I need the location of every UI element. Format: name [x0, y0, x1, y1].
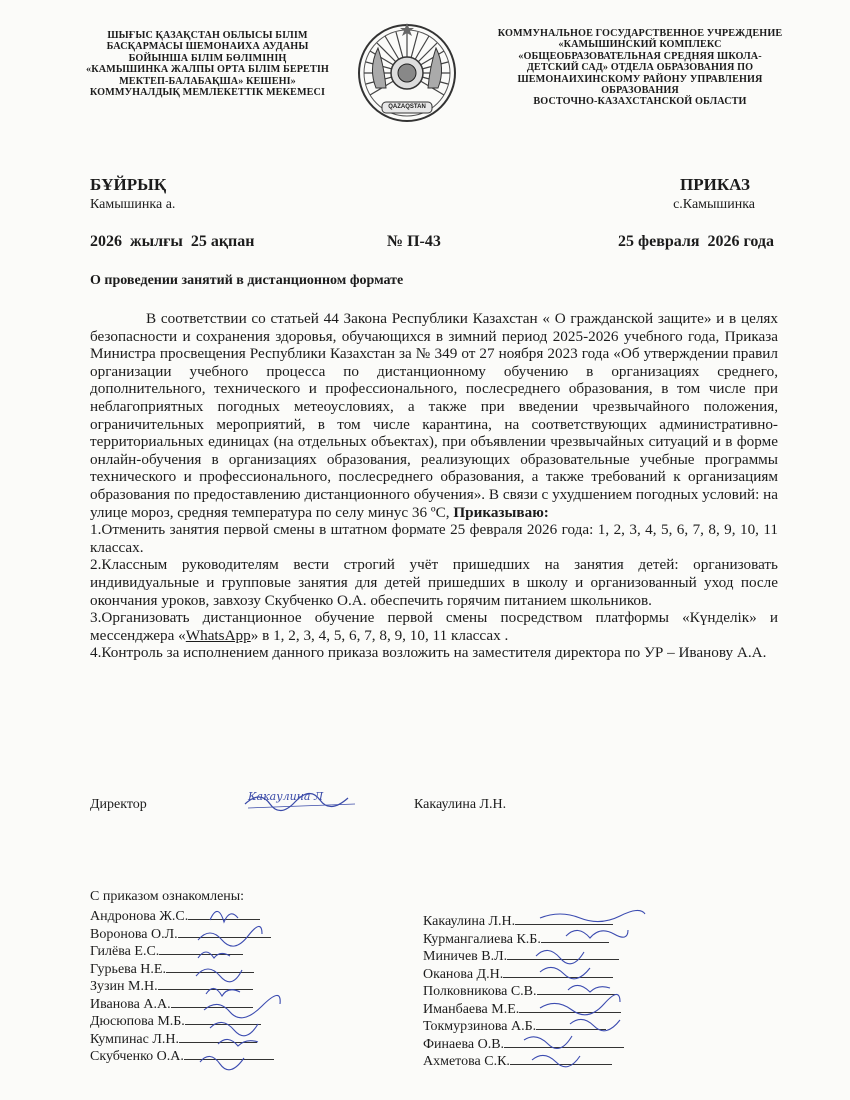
order-item-3 [90, 609, 778, 644]
director-signature [240, 786, 360, 816]
place-kz: Камышинка а. [90, 197, 176, 212]
ack-row [423, 1000, 653, 1018]
ack-heading: С приказом ознакомлены: [90, 889, 245, 904]
ack-row [90, 995, 330, 1013]
sign-line [158, 977, 253, 990]
ack-row [423, 1035, 653, 1053]
ack-name: Полковникова С.В. [423, 984, 537, 999]
ack-row [90, 1030, 330, 1048]
sign-line [519, 1000, 621, 1013]
item3-text-b: » в 1, 2, 3, 4, 5, 6, 7, 8, 9, 10, 11 классах . [250, 626, 509, 644]
ack-row [90, 960, 330, 978]
sign-line [171, 995, 253, 1008]
header-right-line: ДЕТСКИЙ САД» ОТДЕЛА ОБРАЗОВАНИЯ ПО [526, 62, 754, 74]
sign-line [503, 965, 613, 978]
sign-line [510, 1052, 612, 1065]
date-ru: 25 февраля 2026 года [618, 233, 774, 250]
sign-line [536, 1017, 606, 1030]
ack-row [423, 1017, 653, 1035]
order-item-4: 4.Контроль за исполнением данного приказа возложить на заместителя директора по УР – Иванову А.А. [90, 644, 767, 662]
ack-name: Иванова А.А. [90, 996, 171, 1012]
header-left-line: БАСҚАРМАСЫ ШЕМОНАИХА АУДАНЫ [106, 41, 309, 53]
ack-row [90, 942, 330, 960]
ack-right-column [423, 912, 653, 1070]
ack-name: Ахметова С.К. [423, 1054, 510, 1069]
director-signature-text: Какаулина Л [248, 790, 324, 803]
header-right-line: ШЕМОНАИХИНСКОМУ РАЙОНУ УПРАВЛЕНИЯ [517, 73, 763, 85]
ack-row [423, 947, 653, 965]
state-emblem [356, 18, 458, 128]
preamble-text: В соответствии со статьей 44 Закона Республики Казахстан « О гражданской защите» и в целях безопасности и сохранения здоровья, обучающихся в зимний период 2025-2026 учебного года, Приказа Министра просвещения Республики Казахстан за № 349 от 27 ноября 2023 года «Об утверждении правил организации учебного процесса по дистанционному обучению в организациях среднего, дополнительного, технического и профессионального, послесреднего образования, в том числе при неблагоприятных погодных метеоусловиях, а также при введении чрезвычайного положения, ограничительных мероприятий, в том числе карантина, на соответствующих административно-территориальных единицах (на отдельных объектах), при объявлении чрезвычайных ситуаций и в форме онлайн-обучения в организациях образования, реализующих образовательные учебные программы технического и профессионального, послесреднего образования, а также требований к организациям образования по предоставлению дистанционного обучения». В связи с ухудшением погодных условий: на улице мороз, средняя температура по селу минус 36 ºС, [90, 310, 778, 521]
header-right-line: «КАМЫШИНСКИЙ КОМПЛЕКС [558, 39, 722, 51]
ack-name: Миничев В.Л. [423, 949, 508, 964]
header-left-line: БОЙЫНША БІЛІМ БӨЛІМІНІҢ [128, 52, 287, 64]
ack-name: Курмангалиева К.Б. [423, 931, 541, 947]
sign-line [515, 912, 613, 925]
sign-line [541, 930, 609, 943]
header-right-line: КОММУНАЛЬНОЕ ГОСУДАРСТВЕННОЕ УЧРЕЖДЕНИЕ [497, 28, 783, 39]
director-role: Директор [90, 797, 147, 812]
sign-line [507, 947, 619, 960]
ack-row [423, 982, 653, 1000]
preamble-paragraph [90, 310, 778, 521]
place-ru: с.Камышинка [673, 197, 755, 212]
order-title-ru: ПРИКАЗ [680, 175, 750, 194]
order-title-kz: БҰЙРЫҚ [90, 175, 167, 194]
header-right-block [470, 28, 810, 108]
sign-line [188, 907, 260, 920]
order-item-1: 1.Отменить занятия первой смены в штатном формате 25 февраля 2026 года: 1, 2, 3, 4, 5, 6, 7, 8, 9, 10, 11 классах. [90, 521, 778, 556]
ack-name: Гурьева Н.Е. [90, 961, 166, 977]
ack-row [90, 1047, 330, 1065]
ack-name: Зузин М.Н. [90, 979, 158, 994]
ack-row [90, 925, 330, 943]
whatsapp-link[interactable]: WhatsApp [185, 626, 251, 644]
sign-line [504, 1035, 624, 1048]
sign-line [537, 982, 617, 995]
ack-name: Какаулина Л.Н. [423, 914, 516, 929]
ack-name: Токмурзинова А.Б. [423, 1019, 537, 1034]
sign-line [185, 1012, 261, 1025]
ack-row [90, 977, 330, 995]
header-right-line: «ОБЩЕОБРАЗОВАТЕЛЬНАЯ СРЕДНЯЯ ШКОЛА- [518, 50, 762, 62]
director-name: Какаулина Л.Н. [414, 797, 507, 812]
item3-text-a: 3.Организовать дистанционное обучение первой смены посредством платформы «Күнделік» и мессенджера « [90, 609, 778, 644]
sign-line [178, 925, 271, 938]
order-item-2: 2.Классным руководителям вести строгий учёт пришедших на занятия детей: организовать индивидуальные и групповые занятия для детей пришедших в школу и организованный уход после окончания уроков, завхозу Скубченко О.А. обеспечить горячим питанием школьников. [90, 556, 778, 609]
order-subject: О проведении занятий в дистанционном формате [90, 273, 404, 288]
ack-name: Дюсюпова М.Б. [90, 1014, 185, 1029]
ack-name: Иманбаева М.Е. [423, 1001, 520, 1017]
ack-name: Скубченко О.А. [90, 1049, 184, 1064]
ack-left-column [90, 907, 330, 1065]
ack-name: Оканова Д.Н. [423, 966, 504, 982]
ack-name: Воронова О.Л. [90, 926, 178, 942]
header-left-line: ШЫҒЫС ҚАЗАҚСТАН ОБЛЫСЫ БІЛІМ [107, 30, 308, 41]
header-left-line: МЕКТЕП-БАЛАБАҚША» КЕШЕНІ» [119, 75, 296, 87]
sign-line [159, 942, 243, 955]
header-right-line: ВОСТОЧНО-КАЗАХСТАНСКОЙ ОБЛАСТИ [533, 96, 747, 108]
sign-line [184, 1047, 274, 1060]
ack-row [423, 930, 653, 948]
header-left-line: КОММУНАЛДЫҚ МЕМЛЕКЕТТІК МЕКЕМЕСІ [89, 87, 326, 99]
order-word: Приказываю: [453, 503, 549, 521]
ack-name: Финаева О.В. [423, 1036, 505, 1052]
ack-row [90, 1012, 330, 1030]
header-right-line: ОБРАЗОВАНИЯ [601, 85, 679, 97]
ack-name: Кумпинас Л.Н. [90, 1031, 179, 1047]
order-body [90, 310, 778, 662]
ack-row [423, 912, 653, 930]
order-number: № П-43 [387, 233, 441, 250]
header-left-block [70, 30, 345, 98]
sign-line [166, 960, 254, 973]
ack-row [90, 907, 330, 925]
sign-line [179, 1030, 257, 1043]
ack-row [423, 965, 653, 983]
ack-name: Андронова Ж.С. [90, 909, 189, 924]
ack-row [423, 1052, 653, 1070]
ack-name: Гилёва Е.С. [90, 944, 160, 959]
emblem-caption: QAZAQSTAN [388, 104, 426, 110]
date-kz: 2026 жылғы 25 ақпан [90, 233, 255, 250]
header-left-line: «КАМЫШИНКА ЖАЛПЫ ОРТА БІЛІМ БЕРЕТІН [86, 64, 329, 76]
